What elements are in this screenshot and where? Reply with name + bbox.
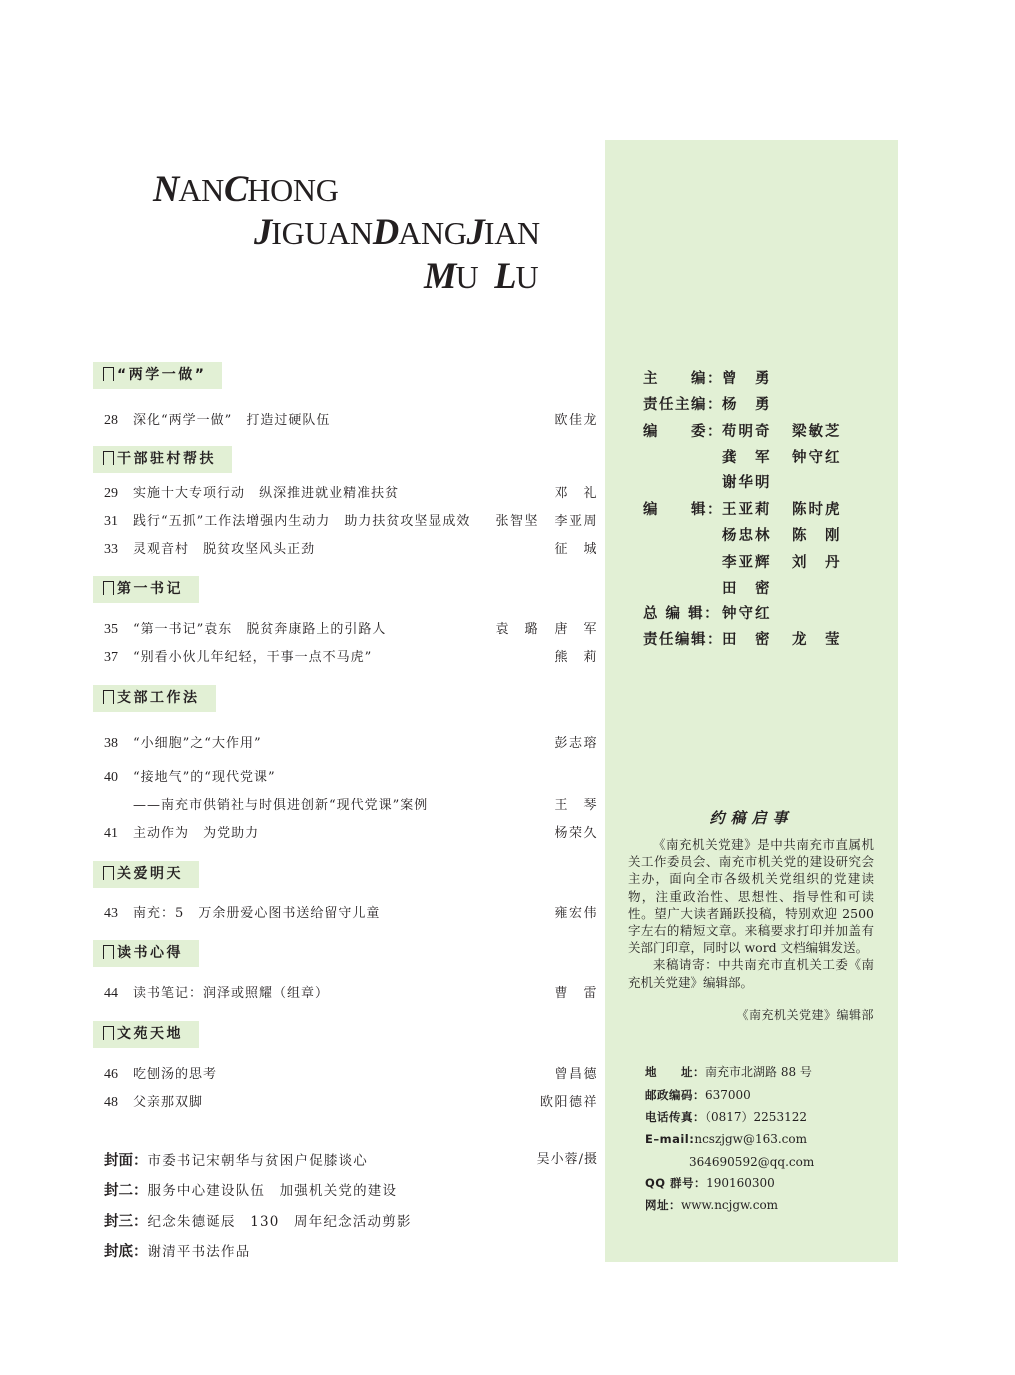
call-for-papers-paragraph: 来稿请寄：中共南充市直机关工委《南充机关党建》编辑部。 (628, 957, 874, 990)
section-marker-icon (103, 1026, 114, 1040)
masthead-row (643, 604, 883, 624)
masthead-name: 钟守红 (792, 450, 842, 466)
title-word: CHONG (223, 168, 339, 209)
masthead-row (643, 369, 883, 389)
contact-label: 电话传真： (645, 1110, 705, 1124)
masthead-name: 杨忠林 (722, 528, 772, 544)
masthead-name: 刘 丹 (792, 555, 842, 571)
section-heading-text: 第一书记 (117, 581, 183, 597)
article-author: 杨荣久 (554, 826, 598, 841)
section-heading (93, 685, 216, 712)
masthead-name: 谢华明 (722, 475, 772, 491)
page-number: 44 (104, 986, 118, 1001)
section-heading-text: 支部工作法 (117, 690, 200, 706)
page-number: 33 (104, 542, 118, 557)
magazine-title-line-2 (254, 211, 540, 252)
masthead-row (643, 448, 883, 468)
contact-row (645, 1107, 807, 1125)
page-number: 31 (104, 514, 118, 529)
section-marker-icon (103, 690, 114, 704)
contact-row (645, 1062, 812, 1080)
article-title: “小细胞”之“大作用” (133, 736, 262, 751)
contact-value: www.ncjgw.com (681, 1198, 779, 1212)
editorial-signature: 《南充机关党建》编辑部 (736, 1008, 874, 1022)
page-number: 38 (104, 736, 118, 751)
contact-value: ncszjgw@163.com (694, 1132, 807, 1146)
masthead-row (643, 422, 883, 442)
masthead-role: 责任主编： (643, 397, 723, 413)
article-author: 欧阳德祥 (539, 1095, 598, 1110)
section-heading (93, 576, 199, 603)
masthead-role: 总 编 辑： (643, 606, 721, 622)
magazine-title-line-3 (424, 255, 539, 296)
article-title: 灵观音村 脱贫攻坚风头正劲 (133, 542, 316, 557)
cover-description: 服务中心建设队伍 加强机关党的建设 (147, 1183, 398, 1199)
contact-row (645, 1195, 778, 1213)
cover-credit-row (104, 1180, 598, 1200)
page-number: 28 (104, 413, 118, 428)
contact-row (645, 1152, 814, 1170)
article-title: 父亲那双脚 (133, 1095, 204, 1110)
article-author: 唐 军 (554, 622, 598, 637)
section-heading-text: 文苑天地 (117, 1026, 183, 1042)
article-title: “接地气”的“现代党课” (133, 770, 276, 785)
contact-row (645, 1085, 751, 1103)
masthead-row (643, 500, 883, 520)
page-number: 37 (104, 650, 118, 665)
article-title: 实施十大专项行动 纵深推进就业精准扶贫 (133, 486, 400, 501)
article-author: 袁 璐 (495, 622, 539, 637)
cover-label: 封底： (104, 1244, 148, 1260)
title-word: DANG (372, 211, 467, 252)
toc-entry (104, 412, 598, 430)
contact-label: QQ 群号： (645, 1176, 707, 1190)
contact-label: E–mail: (645, 1132, 695, 1146)
toc-entry (104, 825, 598, 843)
title-word: NAN (153, 168, 224, 209)
title-word: JIAN (466, 211, 540, 252)
title-word: JIGUAN (254, 211, 373, 252)
article-author: 王 琴 (554, 798, 598, 813)
article-title: 读书笔记：润泽或照耀（组章） (133, 986, 330, 1001)
toc-entry (104, 735, 598, 753)
cover-credit-row (104, 1211, 598, 1231)
contact-label: 邮政编码： (645, 1088, 705, 1102)
toc-entry (104, 485, 598, 503)
article-author: 邓 礼 (554, 486, 598, 501)
masthead-role: 编 委： (643, 424, 723, 440)
contact-row (645, 1129, 807, 1147)
masthead-row (643, 553, 883, 573)
section-marker-icon (103, 866, 114, 880)
article-title: 践行“五抓”工作法增强内生动力 助力扶贫攻坚显成效 (133, 514, 471, 529)
photo-credit: 吴小蓉/摄 (536, 1152, 598, 1167)
toc-entry (104, 541, 598, 559)
cover-description: 纪念朱德诞辰 130 周年纪念活动剪影 (147, 1214, 412, 1230)
page-number: 40 (104, 770, 118, 785)
masthead-name: 陈 刚 (792, 528, 842, 544)
article-author: 欧佳龙 (554, 413, 598, 428)
masthead-name: 苟明奇 (722, 424, 772, 440)
page-number: 41 (104, 826, 118, 841)
toc-entry (104, 649, 598, 667)
page-number: 35 (104, 622, 118, 637)
page-number: 29 (104, 486, 118, 501)
title-word: LU (494, 255, 539, 296)
contact-label: 地 址： (645, 1065, 705, 1079)
masthead-row (643, 395, 883, 415)
cover-label: 封面： (104, 1153, 148, 1169)
article-title: 深化“两学一做” 打造过硬队伍 (133, 413, 331, 428)
section-heading-text: 干部驻村帮扶 (117, 451, 216, 467)
toc-entry (104, 985, 598, 1003)
masthead-name: 钟守红 (722, 606, 772, 622)
call-for-papers-body (628, 836, 874, 991)
section-heading (93, 362, 222, 389)
section-heading (93, 861, 199, 888)
toc-entry (104, 621, 598, 639)
toc-entry (104, 769, 598, 787)
section-marker-icon (103, 367, 114, 381)
section-heading (93, 446, 232, 473)
article-title: “别看小伙儿年纪轻，干事一点不马虎” (133, 650, 373, 665)
masthead-row (643, 473, 883, 493)
masthead-name: 龙 莹 (792, 632, 842, 648)
title-word: MU (424, 255, 479, 296)
toc-entry (104, 1066, 598, 1084)
section-heading-text: “两学一做” (117, 367, 207, 383)
page-number: 43 (104, 906, 118, 921)
toc-entry (104, 513, 598, 531)
article-title: 南充：5 万余册爱心图书送给留守儿童 (133, 906, 381, 921)
article-author: 雍宏伟 (554, 906, 598, 921)
article-title: 主动作为 为党助力 (133, 826, 260, 841)
article-author: 李亚周 (554, 514, 598, 529)
article-title: “第一书记”袁东 脱贫奔康路上的引路人 (133, 622, 387, 637)
cover-label: 封三： (104, 1214, 148, 1230)
contact-label: 网址： (645, 1198, 681, 1212)
section-heading-text: 关爱明天 (117, 866, 183, 882)
toc-entry (104, 905, 598, 923)
contact-value: 190160300 (706, 1176, 775, 1190)
cover-description: 市委书记宋朝华与贫困户促膝谈心 (147, 1153, 368, 1169)
masthead-role: 主 编： (643, 371, 723, 387)
toc-entry (104, 1094, 598, 1112)
magazine-title-line-1 (153, 168, 339, 209)
masthead-row (643, 579, 883, 599)
masthead-name: 田 密 (722, 581, 772, 597)
article-author: 征 城 (554, 542, 598, 557)
article-author: 曹 雷 (554, 986, 598, 1001)
cover-credit-row (104, 1241, 598, 1261)
masthead-role: 编 辑： (643, 502, 723, 518)
section-heading (93, 1021, 199, 1048)
article-author: 张智坚 (495, 514, 539, 529)
masthead-name: 龚 军 (722, 450, 772, 466)
section-marker-icon (103, 451, 114, 465)
masthead-row (643, 630, 883, 650)
cover-credit-row (104, 1150, 598, 1170)
masthead-name: 曾 勇 (722, 371, 772, 387)
contact-value: （0817）2253122 (705, 1110, 807, 1124)
toc-entry-subtitle-row (104, 797, 598, 815)
page-number: 46 (104, 1067, 118, 1082)
section-marker-icon (103, 945, 114, 959)
contact-row (645, 1173, 775, 1191)
masthead-name: 田 密 (722, 632, 772, 648)
masthead-name: 陈时虎 (792, 502, 842, 518)
call-for-papers-paragraph: 《南充机关党建》是中共南充市直属机关工作委员会、南充市机关党的建设研究会主办，面向全市各级机关党组织的党建读物，注重政治性、思想性、指导性和可读性。望广大读者踊跃投稿，特别欢迎 2500 字左右的精短文章。来稿要求打印并加盖有关部门印章，同时以 word 文档编辑发送。 (628, 837, 874, 956)
masthead-role: 责任编辑： (643, 632, 723, 648)
contact-value: 364690592@qq.com (689, 1155, 815, 1169)
masthead-name: 梁敏芝 (792, 424, 842, 440)
section-heading-text: 读书心得 (117, 945, 183, 961)
contact-value: 637000 (705, 1088, 751, 1102)
section-marker-icon (103, 581, 114, 595)
article-subtitle: ——南充市供销社与时俱进创新“现代党课”案例 (133, 798, 429, 813)
cover-label: 封二： (104, 1183, 148, 1199)
masthead-name: 李亚辉 (722, 555, 772, 571)
article-author: 曾昌德 (554, 1067, 598, 1082)
call-for-papers-heading: 约稿启事 (709, 809, 794, 827)
article-author: 熊 莉 (554, 650, 598, 665)
article-title: 吃刨汤的思考 (133, 1067, 218, 1082)
masthead-name: 杨 勇 (722, 397, 772, 413)
page-number: 48 (104, 1095, 118, 1110)
masthead-row (643, 526, 883, 546)
section-heading (93, 940, 199, 967)
masthead-name: 王亚莉 (722, 502, 772, 518)
article-author: 彭志瑢 (554, 736, 598, 751)
contact-value: 南充市北湖路 88 号 (705, 1065, 812, 1079)
cover-description: 谢清平书法作品 (147, 1244, 251, 1260)
